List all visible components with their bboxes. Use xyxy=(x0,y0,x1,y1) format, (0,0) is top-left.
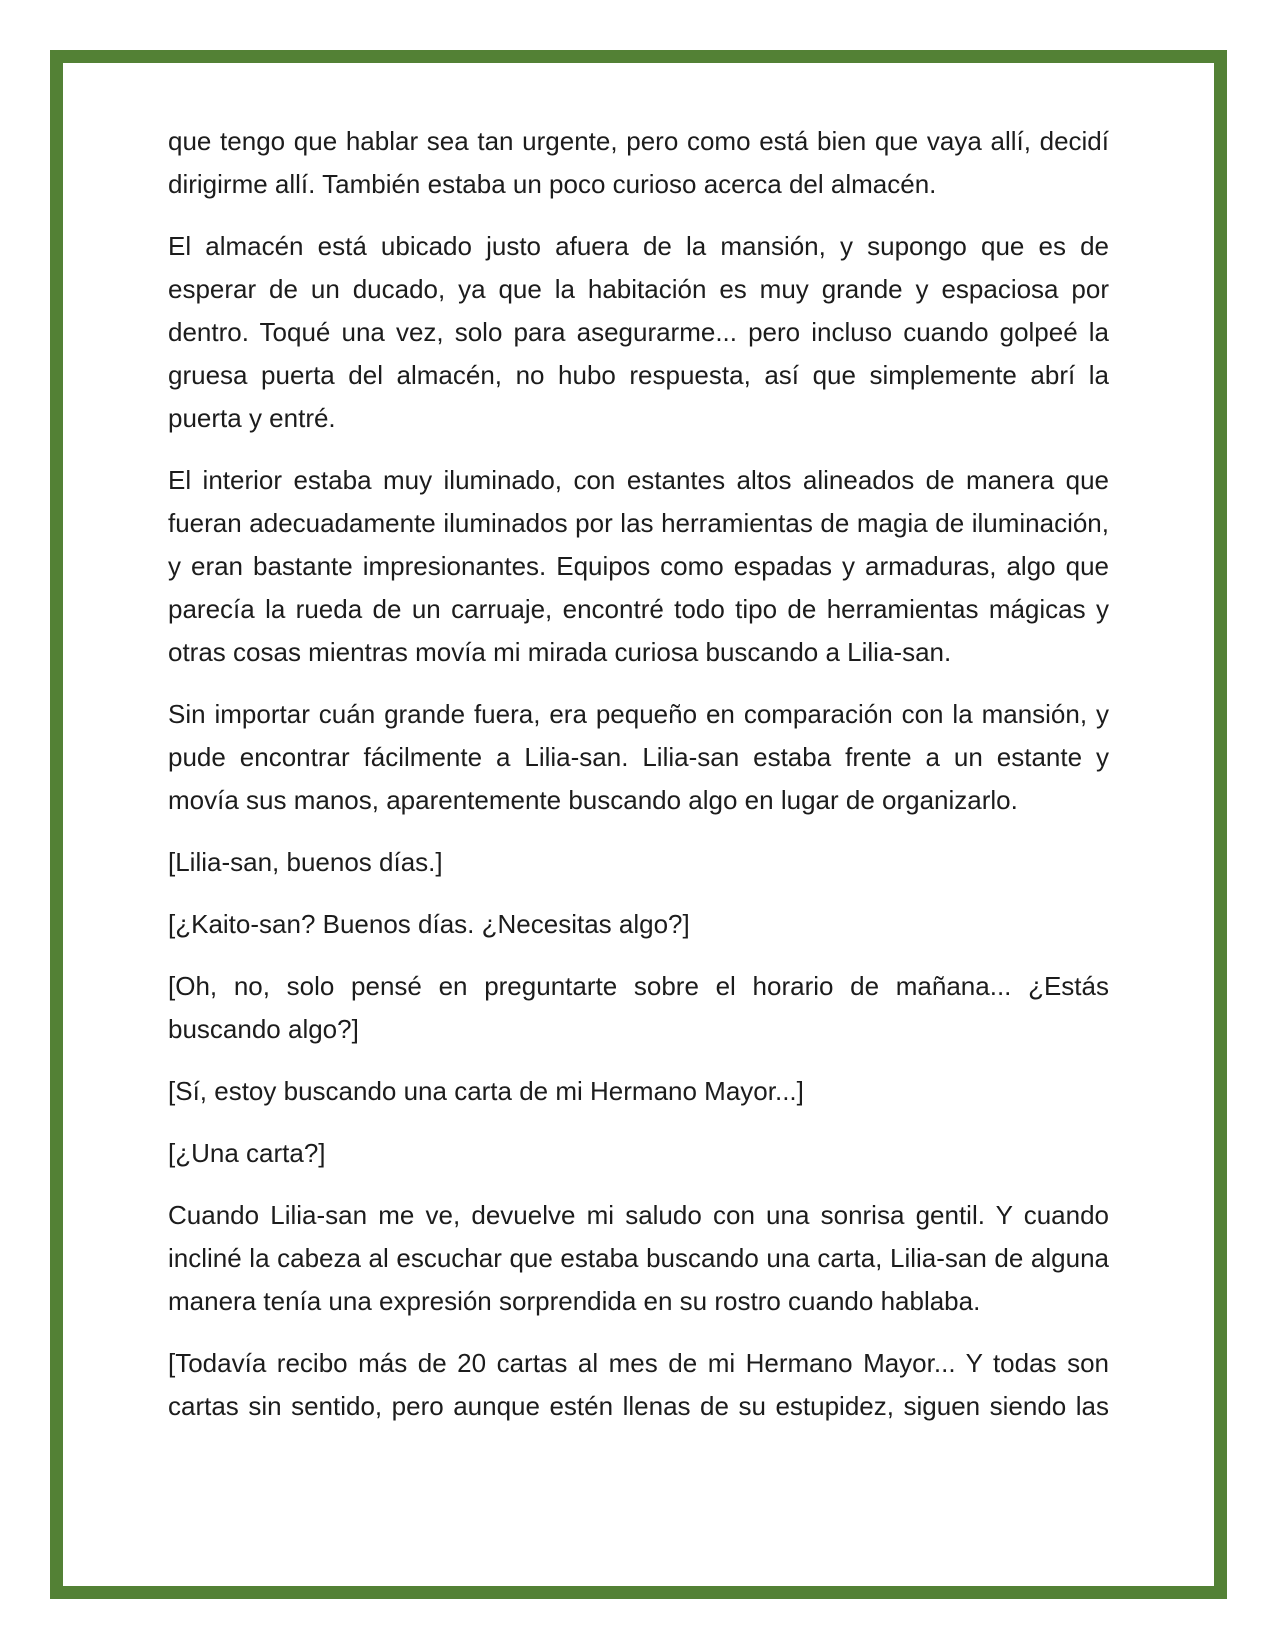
dialogue-paragraph: [Lilia-san, buenos días.] xyxy=(168,847,443,877)
paragraph: que tengo que hablar sea tan urgente, pero como está bien que vaya allí, decidí dirigirme allí. También estaba un poco curioso acerca del almacén. xyxy=(168,126,1109,199)
dialogue-paragraph: [¿Una carta?] xyxy=(168,1138,326,1168)
paragraph: Sin importar cuán grande fuera, era pequeño en comparación con la mansión, y pude encontrar fácilmente a Lilia-san. Lilia-san estaba frente a un estante y movía sus manos, aparentemente buscando algo en lugar de organizarlo. xyxy=(168,699,1109,815)
dialogue-paragraph-truncated: [Todavía recibo más de 20 cartas al mes de mi Hermano Mayor... Y todas son cartas sin sentido, pero aunque estén llenas de su estupidez, siguen siendo las xyxy=(168,1348,1109,1421)
page-content xyxy=(168,120,1109,1428)
paragraph: El almacén está ubicado justo afuera de la mansión, y supongo que es de esperar de un ducado, ya que la habitación es muy grande y espaciosa por dentro. Toqué una vez, solo para asegurarme... pero incluso cuando golpeé la gruesa puerta del almacén, no hubo respuesta, así que simplemente abrí la puerta y entré. xyxy=(168,231,1109,433)
dialogue-paragraph: [Oh, no, solo pensé en preguntarte sobre el horario de mañana... ¿Estás buscando algo?] xyxy=(168,971,1109,1044)
page-border xyxy=(50,50,1227,1599)
paragraph: El interior estaba muy iluminado, con estantes altos alineados de manera que fueran adecuadamente iluminados por las herramientas de magia de iluminación, y eran bastante impresionantes. Equipos como espadas y armaduras, algo que parecía la rueda de un carruaje, encontré todo tipo de herramientas mágicas y otras cosas mientras movía mi mirada curiosa buscando a Lilia-san. xyxy=(168,465,1109,667)
dialogue-paragraph: [Sí, estoy buscando una carta de mi Hermano Mayor...] xyxy=(168,1076,804,1106)
paragraph: Cuando Lilia-san me ve, devuelve mi saludo con una sonrisa gentil. Y cuando incliné la cabeza al escuchar que estaba buscando una carta, Lilia-san de alguna manera tenía una expresión sorprendida en su rostro cuando hablaba. xyxy=(168,1200,1109,1316)
dialogue-paragraph: [¿Kaito-san? Buenos días. ¿Necesitas algo?] xyxy=(168,909,690,939)
